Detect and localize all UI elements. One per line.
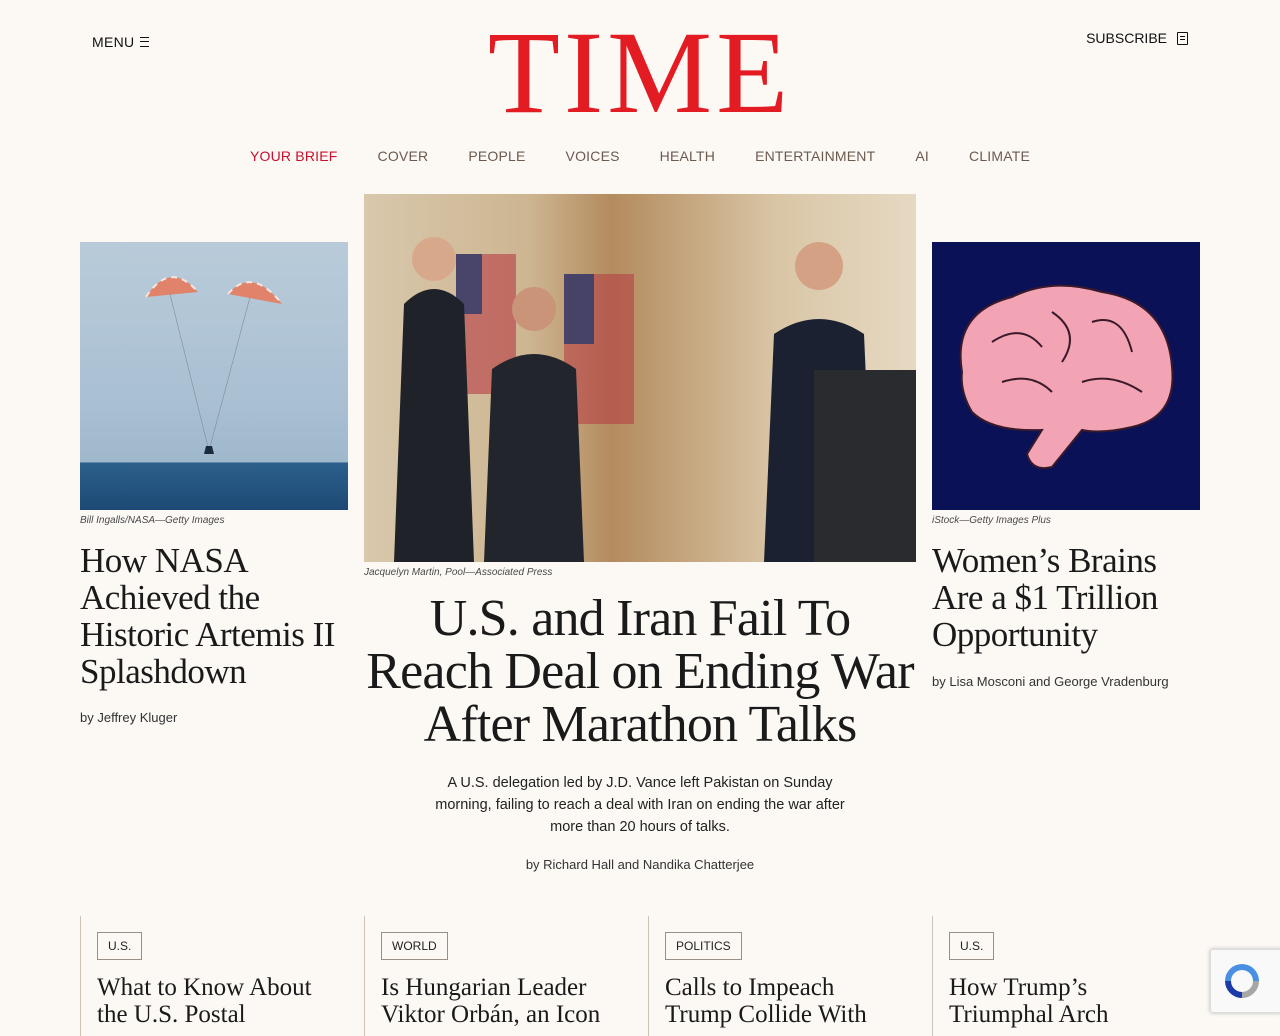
brain-illustration-image[interactable] [932,242,1200,510]
photo-credit: Jacquelyn Martin, Pool—Associated Press [364,567,553,578]
card-headline[interactable]: How Trump’s Triumphal Arch [949,974,1109,1028]
section-tag[interactable]: U.S. [97,932,142,960]
recaptcha-badge[interactable] [1210,949,1280,1013]
card-headline[interactable]: Calls to Impeach Trump Collide With [665,974,867,1028]
nav-item-your-brief[interactable]: YOUR BRIEF [249,148,338,164]
nav-item-voices[interactable]: VOICES [565,148,620,164]
subscribe-button[interactable] [1086,30,1188,46]
section-tag[interactable]: U.S. [949,932,994,960]
nav-item-people[interactable]: PEOPLE [468,148,526,164]
story-headline[interactable]: Women’s Brains Are a $1 Trillion Opportunity [932,541,1158,654]
magazine-icon [1177,32,1188,45]
time-logo[interactable]: TIME [487,7,793,138]
nav-item-cover[interactable]: COVER [377,148,429,164]
hamburger-icon [140,37,149,47]
menu-label: MENU [92,34,135,50]
section-tag[interactable]: WORLD [381,932,448,960]
story-card[interactable] [648,916,917,1036]
story-card[interactable] [80,916,349,1036]
story-headline[interactable]: How NASA Achieved the Historic Artemis II Splashdown [80,541,335,691]
story-card[interactable] [932,916,1201,1036]
nav-item-ai[interactable]: AI [915,148,930,164]
lead-story-dek: A U.S. delegation led by J.D. Vance left Pakistan on Sunday morning, failing to reach a deal with Iran on ending the war after more than 20 hours of talks. [435,775,845,835]
section-nav [0,148,1280,164]
subscribe-label: SUBSCRIBE [1086,30,1167,46]
photo-credit: iStock—Getty Images Plus [932,515,1051,526]
nav-item-climate[interactable]: CLIMATE [969,148,1031,164]
artemis-splashdown-image[interactable] [80,242,348,510]
photo-credit: Bill Ingalls/NASA—Getty Images [80,515,225,526]
recaptcha-icon [1211,950,1273,1012]
nav-item-entertainment[interactable]: ENTERTAINMENT [755,148,876,164]
card-headline[interactable]: What to Know About the U.S. Postal [97,974,312,1028]
card-headline[interactable]: Is Hungarian Leader Viktor Orbán, an Icon [381,974,601,1028]
lead-story-image[interactable] [364,194,916,562]
section-tag[interactable]: POLITICS [665,932,742,960]
lead-story-byline[interactable]: by Richard Hall and Nandika Chatterjee [525,857,755,872]
story-byline[interactable]: by Lisa Mosconi and George Vradenburg [932,674,1169,689]
story-byline[interactable]: by Jeffrey Kluger [80,710,178,725]
menu-button[interactable] [92,34,149,50]
story-card[interactable] [364,916,633,1036]
lead-story-headline[interactable]: U.S. and Iran Fail To Reach Deal on Ending War After Marathon Talks [366,590,914,753]
nav-item-health[interactable]: HEALTH [659,148,716,164]
